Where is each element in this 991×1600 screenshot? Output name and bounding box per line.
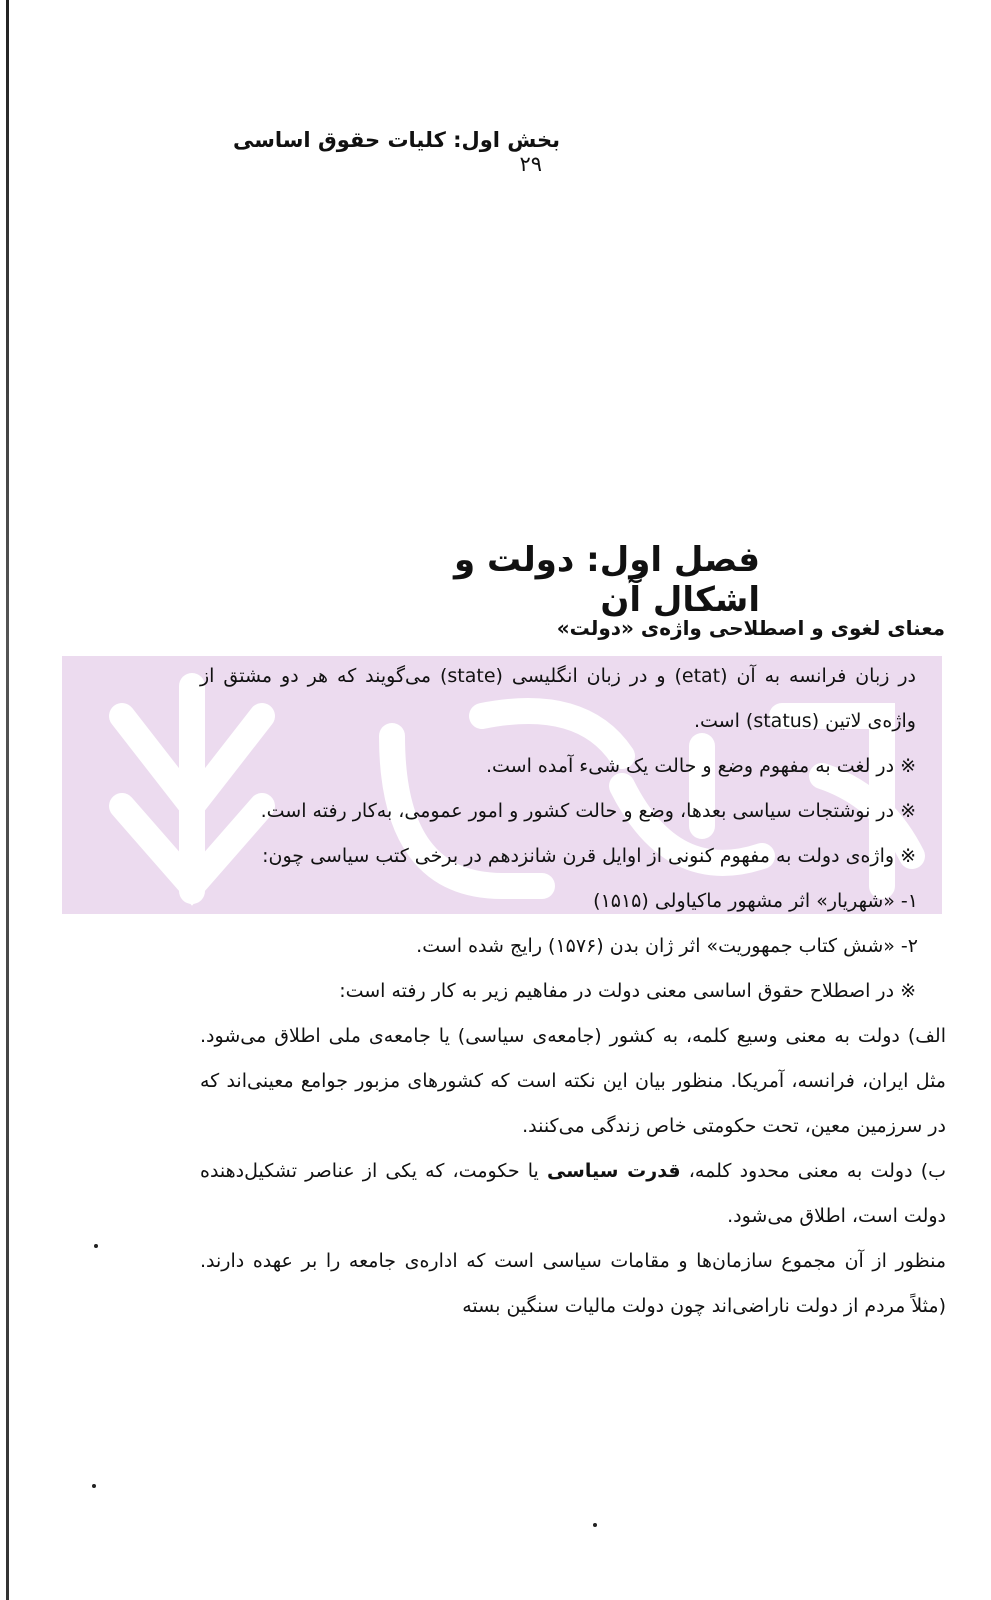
running-header — [200, 128, 560, 176]
paragraph: ※ واژه‌ی دولت به مفهوم کنونی از اوایل قرن شانزدهم در برخی کتب سیاسی چون: — [262, 845, 916, 867]
paragraph — [200, 1149, 946, 1239]
section-heading: معنای لغوی و اصطلاحی واژه‌ی «دولت» — [556, 616, 945, 640]
list-item: ۱- «شهریار» اثر مشهور ماکیاولی (۱۵۱۵) — [593, 890, 918, 912]
body-text — [200, 654, 946, 1329]
paragraph-text: ب) دولت به معنی محدود کلمه، — [680, 1160, 947, 1182]
list-item: ۲- «شش کتاب جمهوریت» اثر ژان بدن (۱۵۷۶) رایج شده است. — [416, 935, 918, 957]
paragraph: الف) دولت به معنی وسیع کلمه، به کشور (جامعه‌ی سیاسی) یا جامعه‌ی ملی اطلاق می‌شود. مثل ایران، فرانسه، آمریکا. منظور بیان این نکته است که کشورهای مزبور جوامع معینی‌اند که در سرزمین معین، تحت حکومتی خاص زندگی می‌کنند. — [200, 1025, 946, 1137]
scan-speck — [593, 1523, 597, 1527]
page-number: ۲۹ — [519, 152, 542, 176]
paragraph: منظور از آن مجموع سازمان‌ها و مقامات سیاسی است که اداره‌ی جامعه را بر عهده دارند. (مثلاً مردم از دولت ناراضی‌اند چون دولت مالیات سنگین بسته — [200, 1250, 946, 1317]
scan-speck — [94, 1244, 98, 1248]
paragraph: ※ در لغت به مفهوم وضع و حالت یک شیء آمده است. — [485, 755, 916, 777]
page-binding-edge — [6, 0, 9, 1600]
paragraph: در زبان فرانسه به آن (etat) و در زبان انگلیسی (state) می‌گویند که هر دو مشتق از واژه‌ی لاتین (status) است. — [200, 665, 916, 732]
chapter-title: فصل اول: دولت و اشکال آن — [454, 540, 760, 620]
paragraph: ※ در نوشتجات سیاسی بعدها، وضع و حالت کشور و امور عمومی، به‌کار رفته است. — [260, 800, 916, 822]
paragraph-text: یا حکومت، که یکی از عناصر تشکیل‌دهنده دولت است، اطلاق می‌شود. — [200, 1160, 946, 1227]
bold-term: قدرت سیاسی — [546, 1160, 681, 1182]
running-title: بخش اول: کلیات حقوق اساسی — [233, 128, 560, 152]
paragraph: ※ در اصطلاح حقوق اساسی معنی دولت در مفاهیم زیر به کار رفته است: — [339, 980, 916, 1002]
scan-speck — [92, 1484, 96, 1488]
